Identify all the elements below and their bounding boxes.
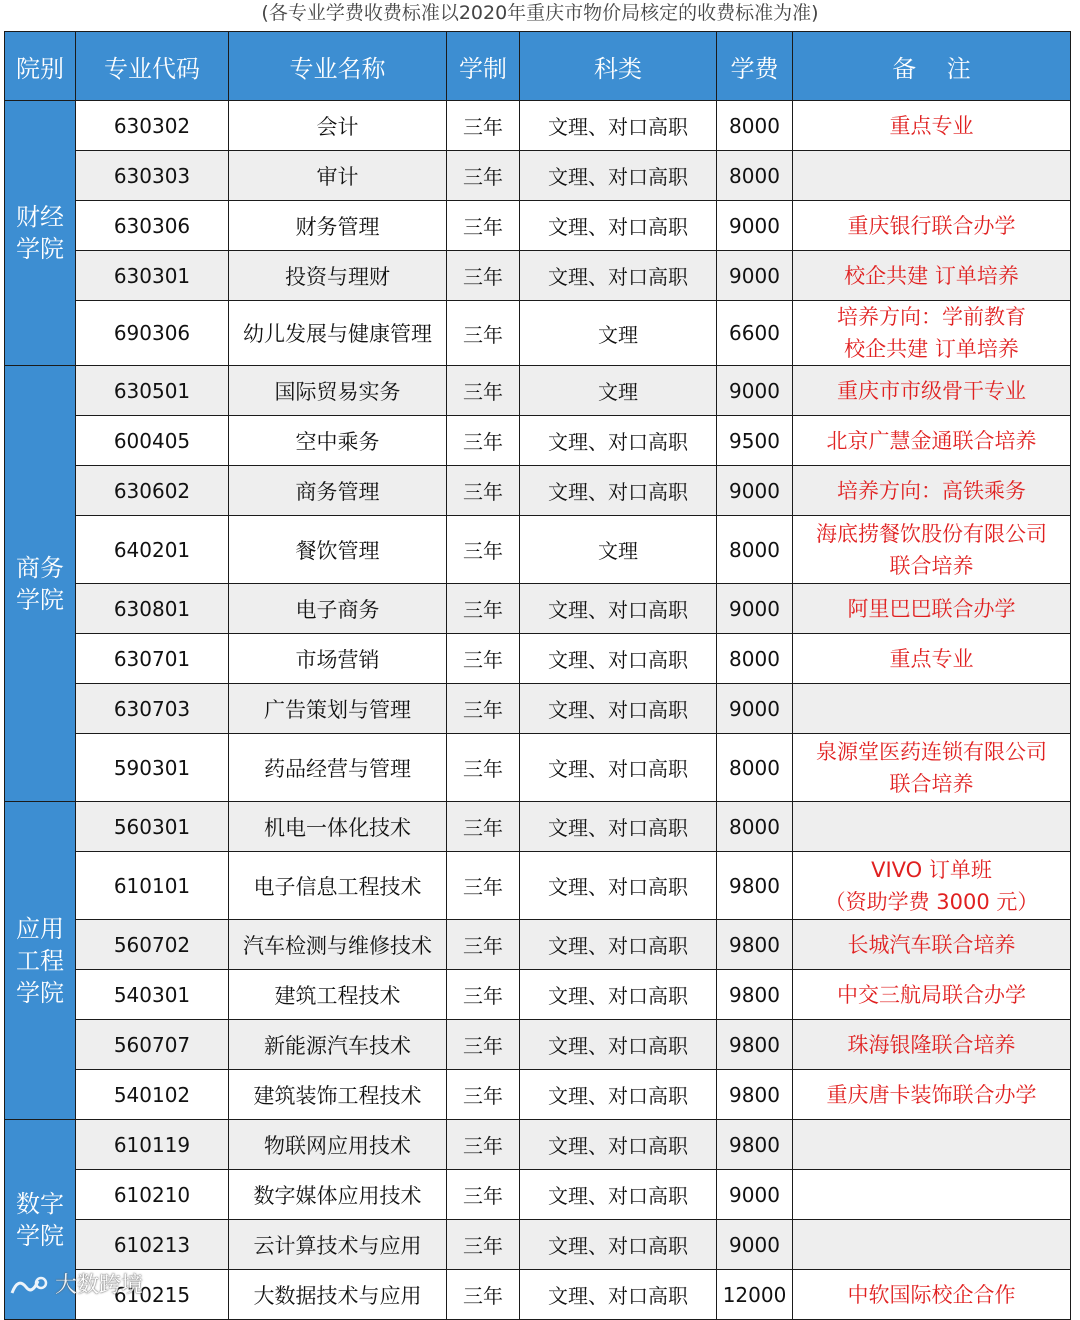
duration-cell: 三年 <box>447 634 520 684</box>
major-name-cell: 广告策划与管理 <box>229 684 447 734</box>
duration-cell: 三年 <box>447 584 520 634</box>
category-cell: 文理、对口高职 <box>520 802 717 852</box>
note-line: 北京广慧金通联合培养 <box>826 428 1037 453</box>
major-code-cell: 610101 <box>76 852 229 920</box>
note-line: 重庆市市级骨干专业 <box>837 378 1026 403</box>
note-cell <box>793 201 1071 251</box>
fee-cell: 9800 <box>717 970 793 1020</box>
note-cell <box>793 684 1071 734</box>
note-line: 校企共建 订单培养 <box>844 263 1019 288</box>
table-row <box>5 201 1071 251</box>
category-cell: 文理、对口高职 <box>520 1170 717 1220</box>
note-line: 中软国际校企合作 <box>847 1282 1016 1307</box>
header-fee: 学费 <box>717 32 793 101</box>
major-code-cell: 560301 <box>76 802 229 852</box>
major-name-cell: 建筑装饰工程技术 <box>229 1070 447 1120</box>
duration-cell: 三年 <box>447 734 520 802</box>
fee-cell: 9800 <box>717 1020 793 1070</box>
major-name-cell: 机电一体化技术 <box>229 802 447 852</box>
note-line: 海底捞餐饮股份有限公司 <box>816 521 1047 546</box>
major-name-cell: 云计算技术与应用 <box>229 1220 447 1270</box>
major-name-cell: 建筑工程技术 <box>229 970 447 1020</box>
table-row <box>5 416 1071 466</box>
note-cell <box>793 1270 1071 1320</box>
note-line: 珠海银隆联合培养 <box>847 1032 1016 1057</box>
major-name-cell: 大数据技术与应用 <box>229 1270 447 1320</box>
major-code-cell: 610213 <box>76 1220 229 1270</box>
duration-cell: 三年 <box>447 416 520 466</box>
note-line: VIVO 订单班 <box>871 857 992 882</box>
note-cell <box>793 584 1071 634</box>
duration-cell: 三年 <box>447 1220 520 1270</box>
note-cell <box>793 634 1071 684</box>
major-name-cell: 药品经营与管理 <box>229 734 447 802</box>
table-row <box>5 516 1071 584</box>
note-line: 泉源堂医药连锁有限公司 <box>816 739 1047 764</box>
fee-cell: 9800 <box>717 920 793 970</box>
table-row <box>5 802 1071 852</box>
table-row <box>5 466 1071 516</box>
header-category: 科类 <box>520 32 717 101</box>
fee-cell: 8000 <box>717 101 793 151</box>
major-code-cell: 630602 <box>76 466 229 516</box>
fee-cell: 9000 <box>717 366 793 416</box>
major-code-cell: 630701 <box>76 634 229 684</box>
fee-cell: 9800 <box>717 1120 793 1170</box>
major-code-cell: 560702 <box>76 920 229 970</box>
fee-cell: 8000 <box>717 734 793 802</box>
note-cell <box>793 416 1071 466</box>
major-name-cell: 电子商务 <box>229 584 447 634</box>
major-code-cell: 540102 <box>76 1070 229 1120</box>
category-cell: 文理、对口高职 <box>520 466 717 516</box>
table-row <box>5 1120 1071 1170</box>
category-cell: 文理、对口高职 <box>520 416 717 466</box>
category-cell: 文理、对口高职 <box>520 634 717 684</box>
major-name-cell: 物联网应用技术 <box>229 1120 447 1170</box>
category-cell: 文理、对口高职 <box>520 1270 717 1320</box>
duration-cell: 三年 <box>447 684 520 734</box>
category-cell: 文理 <box>520 366 717 416</box>
duration-cell: 三年 <box>447 466 520 516</box>
category-cell: 文理、对口高职 <box>520 920 717 970</box>
college-cell: 数字 学院 <box>5 1120 76 1320</box>
major-name-cell: 餐饮管理 <box>229 516 447 584</box>
major-name-cell: 电子信息工程技术 <box>229 852 447 920</box>
major-code-cell: 630306 <box>76 201 229 251</box>
fee-cell: 8000 <box>717 151 793 201</box>
fee-cell: 6600 <box>717 301 793 366</box>
logo-icon <box>8 1273 48 1299</box>
watermark <box>8 1268 143 1299</box>
duration-cell: 三年 <box>447 301 520 366</box>
major-name-cell: 投资与理财 <box>229 251 447 301</box>
category-cell: 文理、对口高职 <box>520 970 717 1020</box>
table-row <box>5 584 1071 634</box>
note-cell <box>793 734 1071 802</box>
fee-cell: 9800 <box>717 852 793 920</box>
category-cell: 文理、对口高职 <box>520 584 717 634</box>
major-name-cell: 幼儿发展与健康管理 <box>229 301 447 366</box>
category-cell: 文理、对口高职 <box>520 101 717 151</box>
note-line: 阿里巴巴联合办学 <box>847 596 1016 621</box>
category-cell: 文理、对口高职 <box>520 201 717 251</box>
note-cell <box>793 101 1071 151</box>
category-cell: 文理、对口高职 <box>520 1120 717 1170</box>
duration-cell: 三年 <box>447 1120 520 1170</box>
major-code-cell: 630703 <box>76 684 229 734</box>
fee-cell: 8000 <box>717 802 793 852</box>
duration-cell: 三年 <box>447 1270 520 1320</box>
major-name-cell: 市场营销 <box>229 634 447 684</box>
table-row <box>5 1070 1071 1120</box>
duration-cell: 三年 <box>447 970 520 1020</box>
fee-cell: 12000 <box>717 1270 793 1320</box>
table-row <box>5 920 1071 970</box>
table-row <box>5 634 1071 684</box>
table-row <box>5 151 1071 201</box>
watermark-text: 大数跨境 <box>55 1273 144 1298</box>
note-cell <box>793 970 1071 1020</box>
duration-cell: 三年 <box>447 802 520 852</box>
fee-cell: 9000 <box>717 684 793 734</box>
note-line: 培养方向：学前教育 <box>837 305 1026 329</box>
table-row <box>5 366 1071 416</box>
note-line: 重庆银行联合办学 <box>847 213 1016 238</box>
category-cell: 文理 <box>520 301 717 366</box>
table-row <box>5 301 1071 366</box>
fee-cell: 9000 <box>717 466 793 516</box>
table-body <box>5 101 1071 1320</box>
note-line: 中交三航局联合办学 <box>837 982 1026 1007</box>
category-cell: 文理 <box>520 516 717 584</box>
duration-cell: 三年 <box>447 1170 520 1220</box>
major-code-cell: 630301 <box>76 251 229 301</box>
fee-cell: 9000 <box>717 1170 793 1220</box>
category-cell: 文理、对口高职 <box>520 1020 717 1070</box>
duration-cell: 三年 <box>447 920 520 970</box>
duration-cell: 三年 <box>447 1070 520 1120</box>
header-note: 备 注 <box>793 32 1071 101</box>
note-cell <box>793 466 1071 516</box>
duration-cell: 三年 <box>447 366 520 416</box>
table-row <box>5 1170 1071 1220</box>
major-code-cell: 630302 <box>76 101 229 151</box>
category-cell: 文理、对口高职 <box>520 684 717 734</box>
note-line: 重点专业 <box>889 113 974 138</box>
duration-cell: 三年 <box>447 1020 520 1070</box>
college-cell: 财经 学院 <box>5 101 76 366</box>
header-duration: 学制 <box>447 32 520 101</box>
fee-cell: 9000 <box>717 201 793 251</box>
note-line: 培养方向：高铁乘务 <box>837 478 1026 503</box>
college-cell: 应用 工程 学院 <box>5 802 76 1120</box>
duration-cell: 三年 <box>447 852 520 920</box>
major-code-cell: 630801 <box>76 584 229 634</box>
note-cell <box>793 301 1071 366</box>
table-row <box>5 734 1071 802</box>
major-code-cell: 560707 <box>76 1020 229 1070</box>
fee-table <box>4 31 1071 1320</box>
fee-cell: 8000 <box>717 516 793 584</box>
duration-cell: 三年 <box>447 201 520 251</box>
note-cell <box>793 1220 1071 1270</box>
table-row <box>5 970 1071 1020</box>
note-cell <box>793 852 1071 920</box>
fee-cell: 9000 <box>717 1220 793 1270</box>
major-name-cell: 商务管理 <box>229 466 447 516</box>
note-cell <box>793 366 1071 416</box>
major-code-cell: 640201 <box>76 516 229 584</box>
note-line: 重点专业 <box>889 646 974 671</box>
note-cell <box>793 920 1071 970</box>
major-code-cell: 630501 <box>76 366 229 416</box>
fee-cell: 9500 <box>717 416 793 466</box>
major-code-cell: 690306 <box>76 301 229 366</box>
major-code-cell: 610119 <box>76 1120 229 1170</box>
header-major-name: 专业名称 <box>229 32 447 101</box>
table-row <box>5 1220 1071 1270</box>
note-cell <box>793 1120 1071 1170</box>
duration-cell: 三年 <box>447 516 520 584</box>
note-line: 联合培养 <box>889 771 974 796</box>
table-caption: (各专业学费收费标准以2020年重庆市物价局核定的收费标准为准) <box>261 2 819 24</box>
note-line: 联合培养 <box>889 553 974 578</box>
major-name-cell: 审计 <box>229 151 447 201</box>
note-line: 重庆唐卡装饰联合办学 <box>826 1082 1037 1107</box>
table-row <box>5 101 1071 151</box>
table-row <box>5 852 1071 920</box>
header-row <box>5 32 1071 101</box>
major-name-cell: 国际贸易实务 <box>229 366 447 416</box>
major-name-cell: 会计 <box>229 101 447 151</box>
major-name-cell: 新能源汽车技术 <box>229 1020 447 1070</box>
note-cell <box>793 516 1071 584</box>
fee-cell: 9800 <box>717 1070 793 1120</box>
note-cell <box>793 251 1071 301</box>
major-name-cell: 空中乘务 <box>229 416 447 466</box>
category-cell: 文理、对口高职 <box>520 1070 717 1120</box>
note-line: （资助学费 3000 元） <box>824 889 1039 914</box>
category-cell: 文理、对口高职 <box>520 251 717 301</box>
major-code-cell: 540301 <box>76 970 229 1020</box>
note-line: 长城汽车联合培养 <box>847 932 1016 957</box>
major-name-cell: 汽车检测与维修技术 <box>229 920 447 970</box>
duration-cell: 三年 <box>447 251 520 301</box>
note-cell <box>793 1020 1071 1070</box>
fee-cell: 9000 <box>717 584 793 634</box>
major-code-cell: 590301 <box>76 734 229 802</box>
table-row <box>5 251 1071 301</box>
table-row <box>5 1270 1071 1320</box>
duration-cell: 三年 <box>447 101 520 151</box>
college-cell: 商务 学院 <box>5 366 76 802</box>
table-row <box>5 1020 1071 1070</box>
header-college: 院别 <box>5 32 76 101</box>
note-cell <box>793 151 1071 201</box>
major-name-cell: 数字媒体应用技术 <box>229 1170 447 1220</box>
note-cell <box>793 802 1071 852</box>
category-cell: 文理、对口高职 <box>520 151 717 201</box>
major-code-cell: 610215 <box>76 1270 229 1320</box>
fee-cell: 9000 <box>717 251 793 301</box>
note-line: 校企共建 订单培养 <box>844 337 1019 361</box>
table-row <box>5 684 1071 734</box>
note-cell <box>793 1170 1071 1220</box>
category-cell: 文理、对口高职 <box>520 734 717 802</box>
major-code-cell: 610210 <box>76 1170 229 1220</box>
major-code-cell: 600405 <box>76 416 229 466</box>
header-code: 专业代码 <box>76 32 229 101</box>
note-cell <box>793 1070 1071 1120</box>
category-cell: 文理、对口高职 <box>520 852 717 920</box>
category-cell: 文理、对口高职 <box>520 1220 717 1270</box>
duration-cell: 三年 <box>447 151 520 201</box>
major-code-cell: 630303 <box>76 151 229 201</box>
fee-cell: 8000 <box>717 634 793 684</box>
major-name-cell: 财务管理 <box>229 201 447 251</box>
